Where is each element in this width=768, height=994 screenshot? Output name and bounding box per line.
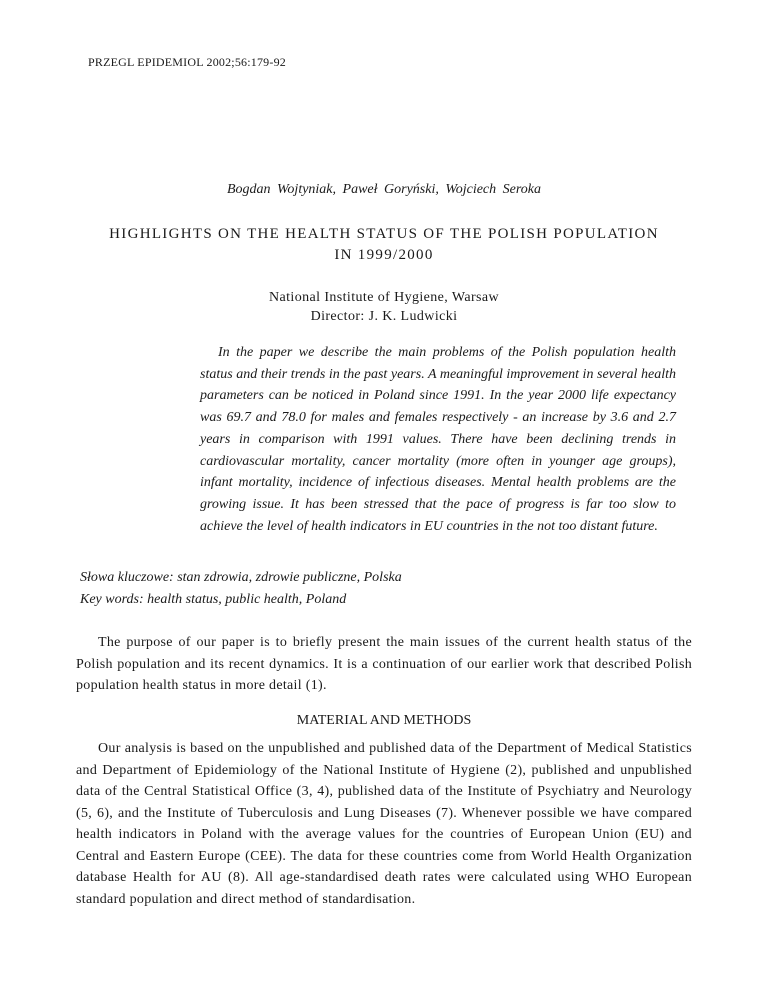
abstract: In the paper we describe the main problems of the Polish population health status and their trends in the past years. A meaningful improvement in several health parameters can be noticed in Poland since 1991. In the year 2000 life expectancy was 69.7 and 78.0 for males and females respectively - an increase by 3.6 and 2.7 years in comparison with 1991 values. There have been declining trends in cardiovascular mortality, cancer mortality (more often in younger age groups), infant mortality, incidence of infectious diseases. Mental health problems are the growing issue. It has been stressed that the pace of progress is far too slow to achieve the level of health indicators in EU countries in the not too distant future. [200, 345, 676, 534]
title-line-1: HIGHLIGHTS ON THE HEALTH STATUS OF THE POLISH POPULATION [109, 226, 659, 242]
institution: National Institute of Hygiene, Warsaw [269, 290, 499, 305]
keywords-polish: Słowa kluczowe: stan zdrowia, zdrowie publiczne, Polska [80, 570, 402, 585]
author-list: Bogdan Wojtyniak, Paweł Goryński, Wojciech Seroka [227, 182, 541, 197]
journal-reference: PRZEGL EPIDEMIOL 2002;56:179-92 [88, 55, 286, 69]
article-title [0, 224, 768, 266]
keywords-block [80, 567, 402, 611]
director: Director: J. K. Ludwicki [310, 309, 458, 324]
title-line-2: IN 1999/2000 [334, 247, 434, 263]
intro-paragraph: The purpose of our paper is to briefly present the main issues of the current health status of the Polish population and its recent dynamics. It is a continuation of our earlier work that described Polish population health status in more detail (1). [76, 635, 692, 693]
keywords-english: Key words: health status, public health, Poland [80, 592, 347, 607]
affiliation [0, 288, 768, 326]
section-heading: MATERIAL AND METHODS [296, 713, 472, 728]
methods-paragraph: Our analysis is based on the unpublished and published data of the Department of Medical Statistics and Department of Epidemiology of the National Institute of Hygiene (2), published and unpublished data of the Central Statistical Office (3, 4), published data of the Institute of Psychiatry and Neurology (5, 6), and the Institute of Tuberculosis and Lung Diseases (7). Whenever possible we have compared health indicators in Poland with the average values for the countries of European Union (EU) and Central and Eastern Europe (CEE). The data for these countries come from World Health Organization database Health for AU (8). All age-standardised death rates were calculated using WHO European standard population and direct method of standardisation. [76, 741, 692, 907]
